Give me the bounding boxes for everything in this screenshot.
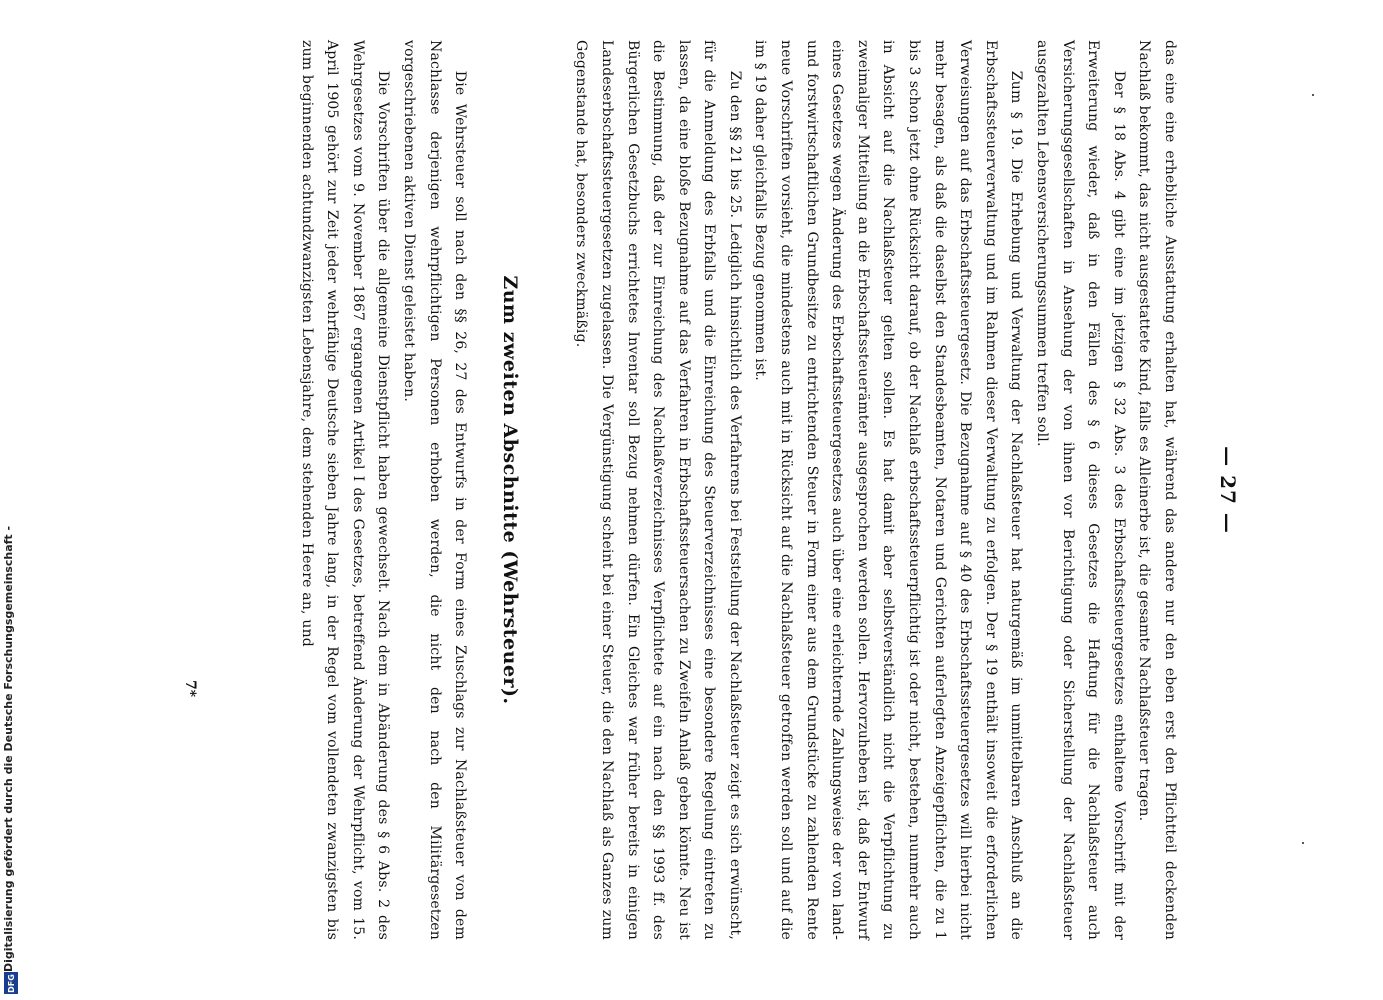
- dfg-logo-icon: DFG: [4, 972, 18, 994]
- page-number: — 27 —: [1216, 446, 1240, 534]
- body-text: [293, 40, 1182, 940]
- section-heading: Zum zweiten Abschnitte (Wehrsteuer).: [498, 275, 521, 705]
- paragraph: Zu den §§ 21 bis 25. Lediglich hinsichtlich des Verfahrens bei Feststellung der Nachlaßsteuer zeigt es sich erwünscht, für die Anmeldung des Erbfalls und die Einreichung des Steuerverzeichnisses eine besondere Regelung eintreten zu lassen, da eine bloße Bezugnahme auf das Verfahren in Erbschaftssteuersachen zu Zweifeln Anlaß geben könnte. Neu ist die Bestimmung, daß der zur Einreichung des Nachlaßverzeichnisses Verpflichtete auf ein nach den §§ 1993 ff. des Bürgerlichen Gesetzbuchs errichtetes Inventar soll Bezug nehmen dürfen. Ein Gleiches war früher bereits in einigen Landeserbschaftssteuergesetzen zugelassen. Die Vergünstigung scheint bei einer Steuer, die den Nachlaß als Ganzes zum Gegenstande hat, besonders zweckmäßig.: [573, 40, 743, 940]
- paragraph: Zum § 19. Die Erhebung und Verwaltung der Nachlaßsteuer hat naturgemäß im unmittelbaren Anschluß an die Erbschaftssteuerverwaltung und im Rahmen dieser Verwaltung zu erfolgen. Der § 19 enthält insoweit die erforderlichen Verweisungen auf das Erbschaftssteuergesetz. Die Bezugnahme auf § 40 des Erbschaftssteuergesetzes will hierbei nicht mehr besagen, als daß die daselbst den Standesbeamten, Notaren und Gerichten auferlegten Anzeigepflichten, die zu 1 bis 3 schon jetzt ohne Rücksicht darauf, ob der Nachlaß erbschaftssteuerpflichtig ist oder nicht, bestehen, nunmehr auch in Absicht auf die Nachlaßsteuer gelten sollen. Es hat damit aber selbstverständlich nicht die Verpflichtung zu zweimaliger Mitteilung an die Erbschaftssteuerämter ausgesprochen werden sollen. Hervorzuheben ist, daß der Entwurf eines Gesetzes wegen Änderung des Erbschaftssteuergesetzes auch über eine erleichternde Zahlungsweise der von land- und forstwirtschaftlichen Grundbesitze zu entrichtenden Steuer in Form einer aus dem Grundstücke zu zahlenden Rente neue Vorschriften vorsieht, die mindestens auch mit in Rücksicht auf die Nachlaßsteuer getroffen werden soll und auf die im § 19 daher gleichfalls Bezug genommen ist.: [752, 40, 1025, 940]
- paragraph: Der § 18 Abs. 4 gibt eine im jetzigen § 32 Abs. 3 des Erbschaftssteuergesetzes enthaltene Vorschrift mit der Erweiterung wieder, daß in den Fällen des § 6 dieses Gesetzes die Haftung für die Nachlaßsteuer auch Versicherungsgesellschaften in Ansehung der von ihnen vor Berichtigung oder Sicherstellung der Nachlaßsteuer ausgezahlten Lebensversicherungssummen treffen soll.: [1034, 40, 1127, 940]
- rotated-page: [150, 40, 1240, 940]
- paragraph: das eine eine erhebliche Ausstattung erhalten hat, während das andere nur den eben erst den Pflichtteil deckenden Nachlaß bekommt, das nicht ausgestattete Kind, falls es Alleinerbe ist, die gesamte Nachlaßsteuer tragen.: [1136, 40, 1178, 940]
- scan-speck: [1302, 842, 1304, 844]
- paragraph: Die Wehrsteuer soll nach den §§ 26, 27 des Entwurfs in der Form eines Zuschlags zur Nachlaßsteuer von dem Nachlasse derjenigen wehrpflichtigen Personen erhoben werden, die nicht den nach den Militärgesetzen vorgeschriebenen aktiven Dienst geleistet haben.: [400, 40, 469, 940]
- paragraph: Die Vorschriften über die allgemeine Dienstpflicht haben gewechselt. Nach dem in Abänderung des § 6 Abs. 2 des Wehrgesetzes vom 9. November 1867 ergangenen Artikel I des Gesetzes, betreffend Änderung der Wehrpflicht, vom 15. April 1905 gehört zur Zeit jeder wehrfähige Deutsche sieben Jahre lang, in der Regel vom vollendeten zwanzigsten bis zum beginnenden achtundzwanzigsten Lebensjahre, dem stehenden Heere an, und: [298, 40, 392, 940]
- digitization-footer: [0, 0, 22, 1000]
- dfg-credit: Digitalisierung gefördert durch die Deutsche Forschungsgemeinschaft -: [2, 525, 15, 972]
- scan-speck: [1312, 94, 1314, 96]
- signature-mark: 7*: [182, 680, 198, 698]
